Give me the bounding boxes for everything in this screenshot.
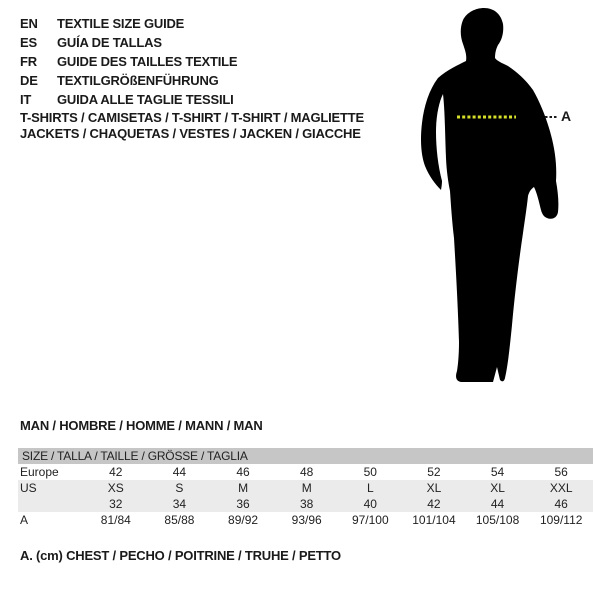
size-table-header: SIZE / TALLA / TAILLE / GRÖSSE / TAGLIA — [18, 448, 593, 464]
size-cell: 101/104 — [412, 513, 456, 527]
language-label: GUIDE DES TAILLES TEXTILE — [57, 54, 238, 69]
size-cell: L — [339, 480, 403, 496]
language-code: ES — [20, 35, 37, 50]
table-row-chest — [18, 512, 593, 528]
size-cell: S — [148, 480, 212, 496]
size-cell: 93/96 — [291, 513, 322, 527]
size-cell: 40 — [339, 496, 403, 512]
size-cell: 54 — [490, 465, 505, 479]
language-label: TEXTILGRÖßENFÜHRUNG — [57, 73, 219, 88]
size-cell: XS — [84, 480, 148, 496]
size-cell: 89/92 — [228, 513, 259, 527]
language-code: EN — [20, 16, 38, 31]
size-table-header-row — [18, 448, 593, 464]
measure-label-a: A — [561, 108, 572, 124]
language-code: DE — [20, 73, 38, 88]
size-cell: 46 — [529, 496, 593, 512]
row-label: A — [20, 513, 29, 527]
size-cell: M — [211, 480, 275, 496]
size-cell: 34 — [148, 496, 212, 512]
size-cell: 81/84 — [100, 513, 131, 527]
language-code: IT — [20, 92, 32, 107]
category-tshirts: T-SHIRTS / CAMISETAS / T-SHIRT / T-SHIRT / MAGLIETTE — [20, 110, 364, 125]
size-table — [18, 448, 593, 528]
size-cell: 42 — [109, 465, 123, 479]
measurement-footnote: A. (cm) CHEST / PECHO / POITRINE / TRUHE / PETTO — [20, 548, 341, 563]
size-cell: M — [275, 480, 339, 496]
section-title: MAN / HOMBRE / HOMME / MANN / MAN — [20, 418, 263, 433]
language-code: FR — [20, 54, 37, 69]
size-cell: 105/108 — [475, 513, 520, 527]
row-label — [18, 496, 84, 512]
size-cell: XL — [466, 480, 530, 496]
size-cell: 97/100 — [351, 513, 389, 527]
size-cell: 44 — [172, 465, 187, 479]
table-row-europe — [18, 464, 593, 480]
size-cell: 85/88 — [164, 513, 195, 527]
language-label: GUIDA ALLE TAGLIE TESSILI — [57, 92, 234, 107]
size-cell: 56 — [554, 465, 568, 479]
size-cell: 48 — [300, 465, 314, 479]
size-cell: 38 — [275, 496, 339, 512]
size-cell: 52 — [427, 465, 441, 479]
size-cell: XL — [402, 480, 466, 496]
row-label: US — [18, 480, 84, 496]
size-cell: 32 — [84, 496, 148, 512]
size-cell: 36 — [211, 496, 275, 512]
language-label: TEXTILE SIZE GUIDE — [57, 16, 185, 31]
language-label: GUÍA DE TALLAS — [57, 35, 162, 50]
size-cell: 44 — [466, 496, 530, 512]
category-jackets: JACKETS / CHAQUETAS / VESTES / JACKEN / GIACCHE — [20, 126, 361, 141]
size-cell: 109/112 — [539, 513, 583, 527]
size-cell: 42 — [402, 496, 466, 512]
size-cell: XXL — [529, 480, 593, 496]
size-cell: 50 — [363, 465, 377, 479]
size-cell: 46 — [236, 465, 250, 479]
table-row-numeric — [18, 496, 593, 512]
row-label: Europe — [20, 465, 59, 479]
table-row-us — [18, 480, 593, 496]
